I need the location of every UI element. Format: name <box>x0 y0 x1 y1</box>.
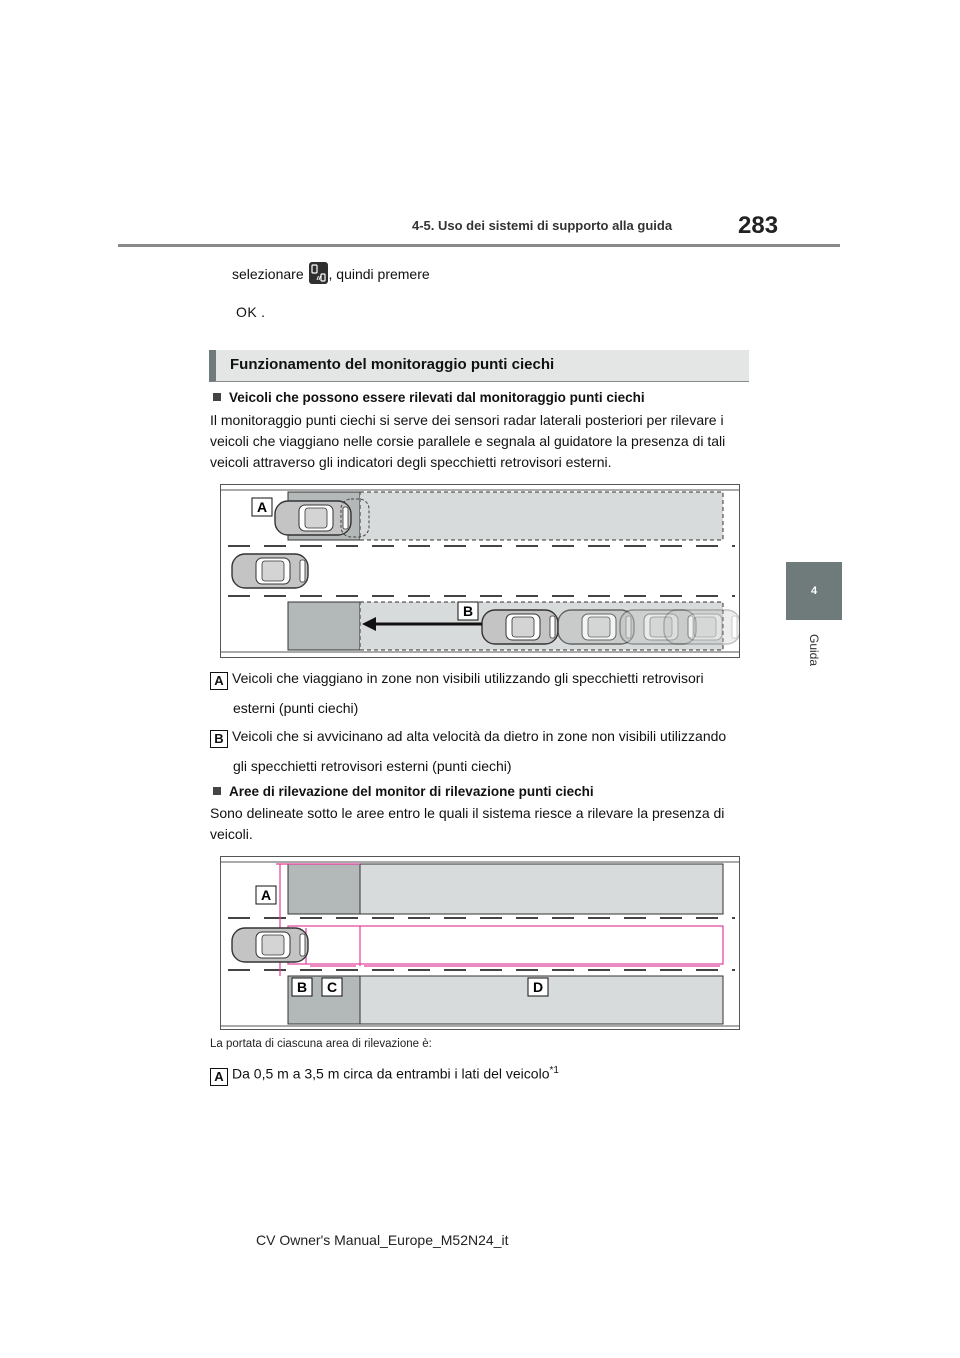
page-number: 283 <box>738 212 779 239</box>
figure2-label-b: B <box>296 979 308 995</box>
paragraph-line: veicoli attraverso gli indicatori degli specchietti retrovisori esterni. <box>210 454 612 470</box>
own-car-icon <box>232 928 308 962</box>
ok-after: . <box>261 304 266 320</box>
chapter-tab: 4 <box>786 562 842 620</box>
car-icon <box>482 610 558 644</box>
zone-a-light <box>360 864 723 914</box>
paragraph-line: veicoli. <box>210 826 253 842</box>
legend1-item-b <box>210 726 750 777</box>
subsection2-paragraph <box>210 803 750 845</box>
own-car-icon <box>232 554 308 588</box>
instruction-line <box>232 262 430 285</box>
legend-text: Veicoli che si avvicinano ad alta velocità da dietro in zone non visibili utilizzando <box>232 728 727 744</box>
legend2-item-a <box>210 1060 750 1086</box>
legend1-item-a <box>210 668 750 719</box>
figure-blind-spot-vehicles <box>220 484 740 658</box>
legend-text: Veicoli che viaggiano in zone non visibili utilizzando gli specchietti retrovisori <box>232 670 704 686</box>
square-bullet-icon <box>213 787 221 795</box>
zone-b-dark <box>288 602 360 650</box>
subsection1-title-text: Veicoli che possono essere rilevati dal monitoraggio punti ciechi <box>229 390 645 405</box>
legend-key-a: A <box>210 672 228 690</box>
car-ghost-icon <box>664 610 740 644</box>
instruction-text-after: , quindi premere <box>328 266 430 282</box>
paragraph-line: Sono delineate sotto le aree entro le quali il sistema riesce a rilevare la presenza di <box>210 805 725 821</box>
legend-key-b: B <box>210 730 228 748</box>
legend-key-a: A <box>210 1068 228 1086</box>
figure-detection-areas <box>220 856 740 1030</box>
chapter-label-text: Guida <box>807 633 821 667</box>
zone-a-light <box>360 492 723 540</box>
section-title: Funzionamento del monitoraggio punti ciechi <box>230 356 555 373</box>
square-bullet-icon <box>213 393 221 401</box>
figure2-label-a: A <box>260 887 272 903</box>
legend-text: Da 0,5 m a 3,5 m circa da entrambi i lati del veicolo <box>232 1065 550 1082</box>
subsection1-paragraph <box>210 410 750 473</box>
section-header: 4-5. Uso dei sistemi di supporto alla guida <box>412 218 673 233</box>
legend-text-cont: gli specchietti retrovisori esterni (punti ciechi) <box>233 758 512 774</box>
subsection1-title <box>213 390 645 405</box>
car-icon <box>275 501 351 535</box>
zone-a-dark <box>288 864 360 914</box>
chapter-label <box>788 620 840 680</box>
figure2-label-c: C <box>326 979 338 995</box>
figure2-label-d: D <box>532 979 544 995</box>
section-title-box <box>209 350 749 382</box>
caption-ranges: La portata di ciascuna area di rilevazione è: <box>210 1038 432 1050</box>
bsm-setting-icon <box>309 262 328 284</box>
figure1-label-a: A <box>256 499 268 515</box>
instruction-text-before: selezionare <box>232 266 304 282</box>
figure1-label-b: B <box>462 603 474 619</box>
footer-manual-id: CV Owner's Manual_Europe_M52N24_it <box>256 1232 509 1248</box>
legend-text-cont: esterni (punti ciechi) <box>233 700 359 716</box>
subsection2-title-text: Aree di rilevazione del monitor di rilevazione punti ciechi <box>229 784 594 799</box>
footnote-marker: *1 <box>549 1065 559 1076</box>
header-rule <box>118 244 840 247</box>
subsection2-title <box>213 784 594 799</box>
ok-key: OK <box>236 304 258 320</box>
paragraph-line: veicoli che viaggiano nelle corsie parallele e segnala al guidatore la presenza di tali <box>210 433 726 449</box>
paragraph-line: Il monitoraggio punti ciechi si serve dei sensori radar laterali posteriori per rilevare i <box>210 412 724 428</box>
ok-line <box>236 302 265 323</box>
